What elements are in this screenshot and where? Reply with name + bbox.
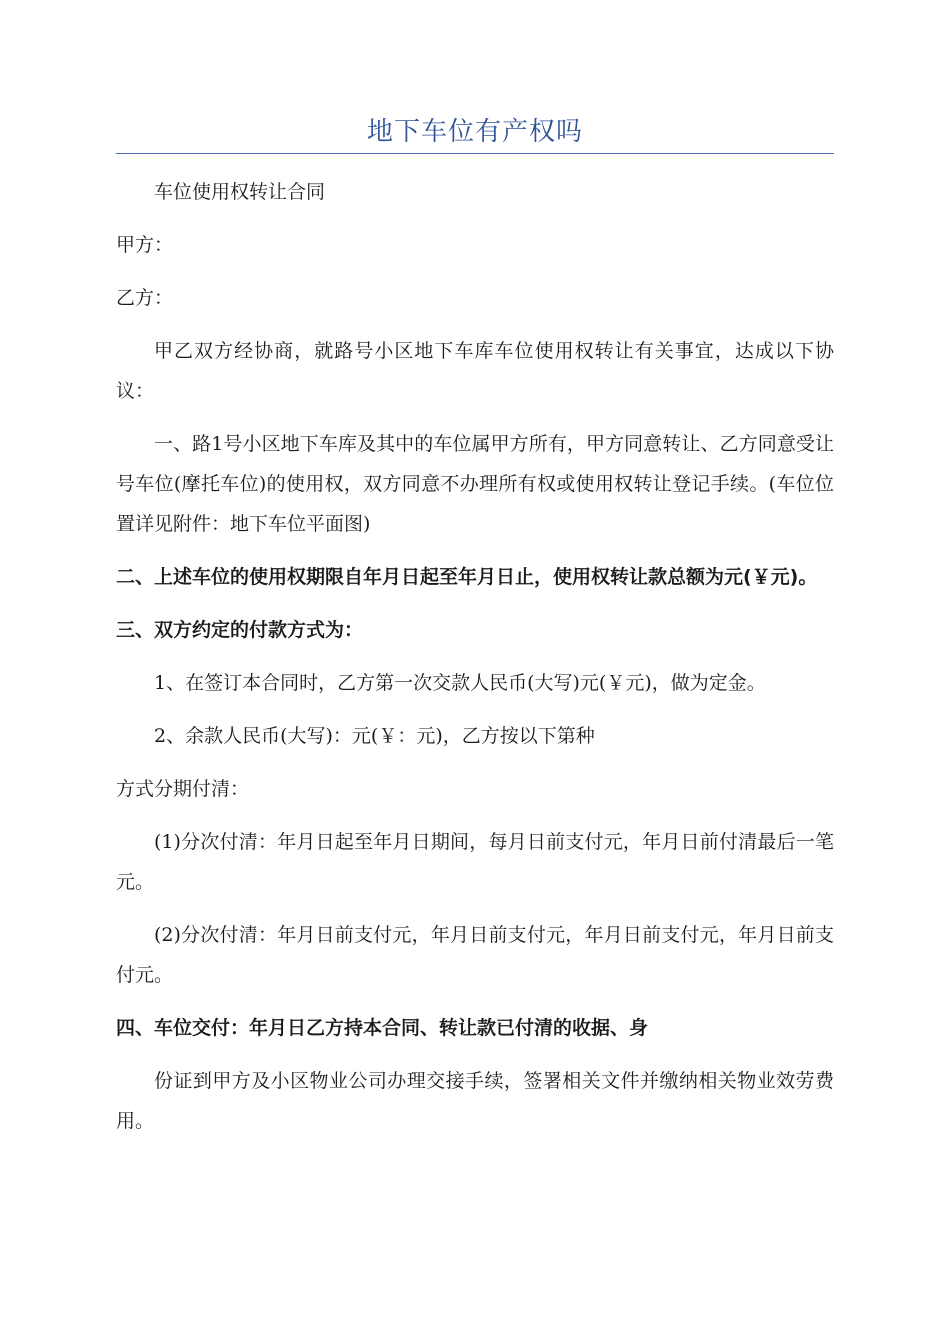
title-underline [116,153,834,154]
clause-2-paragraph: 二、上述车位的使用权期限自年月日起至年月日止，使用权转让款总额为元(￥元)。 [116,566,818,588]
party-a-line: 甲方： [116,234,174,256]
document-title: 地下车位有产权吗 [366,117,583,147]
payment-item-1: 1、在签订本合同时，乙方第一次交款人民币(大写)元(￥元)，做为定金。 [154,672,766,694]
contract-heading: 车位使用权转让合同 [154,181,326,203]
clause-4-paragraph: 四、车位交付：年月日乙方持本合同、转让款已付清的收据、身 [116,1017,649,1039]
preamble-paragraph: 甲乙双方经协商，就路号小区地下车库车位使用权转让有关事宜，达成以下协议： [116,340,834,402]
installment-option-1: (1)分次付清：年月日起至年月日期间，每月日前支付元，年月日前付清最后一笔元。 [116,831,834,893]
payment-item-2: 2、余款人民币(大写)：元(￥：元)，乙方按以下第种 [154,725,595,747]
document-body [116,172,834,1154]
clause-1-paragraph: 一、路1号小区地下车库及其中的车位属甲方所有，甲方同意转让、乙方同意受让号车位(摩托车位)的使用权，双方同意不办理所有权或使用权转让登记手续。(车位位置详见附件：地下车位平面图) [116,433,834,535]
clause-3-heading: 三、双方约定的付款方式为： [116,619,364,641]
party-b-line: 乙方： [116,287,174,309]
clause-4-continuation: 份证到甲方及小区物业公司办理交接手续，签署相关文件并缴纳相关物业效劳费用。 [116,1070,834,1132]
installment-option-2: (2)分次付清：年月日前支付元，年月日前支付元，年月日前支付元，年月日前支付元。 [116,924,834,986]
payment-method-line: 方式分期付清： [116,778,250,800]
